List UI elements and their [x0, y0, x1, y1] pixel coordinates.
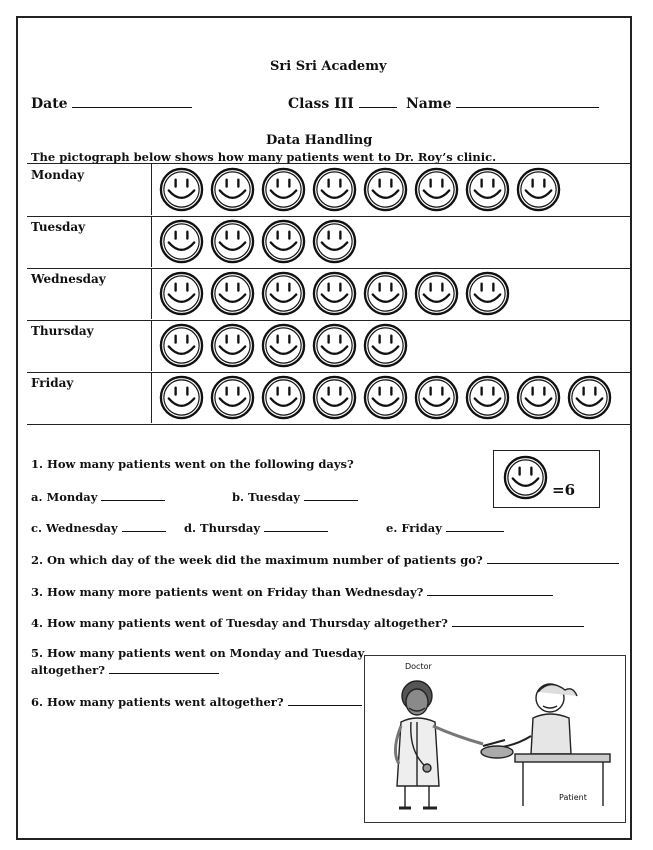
smiley-face-icon [209, 270, 256, 317]
smiley-face-icon [362, 322, 409, 369]
smiley-face-icon [311, 166, 358, 213]
smiley-face-icon [502, 454, 549, 501]
day-label: Wednesday [31, 272, 106, 286]
smiley-face-icon [515, 166, 562, 213]
icon-cell [151, 216, 632, 267]
smiley-face-icon [260, 218, 307, 265]
patient-label: Patient [559, 793, 587, 802]
icon-cell [151, 372, 632, 423]
class-field [288, 95, 397, 112]
question-1c [31, 519, 166, 535]
class-blank[interactable] [359, 95, 397, 108]
icon-cell [151, 268, 632, 319]
answer-blank[interactable] [304, 488, 358, 501]
smiley-face-icon [413, 374, 460, 421]
smiley-face-icon [413, 166, 460, 213]
pictograph-key [493, 450, 600, 508]
day-label: Friday [31, 376, 74, 390]
name-blank[interactable] [456, 95, 599, 108]
smiley-face-icon [209, 166, 256, 213]
question-5-label: altogether? [31, 663, 105, 677]
question-1c-label: c. Wednesday [31, 521, 118, 535]
question-6 [31, 693, 362, 709]
answer-blank[interactable] [101, 488, 165, 501]
pictograph-row-thursday [27, 320, 631, 373]
icon-cell [151, 320, 632, 371]
day-label: Thursday [31, 324, 94, 338]
smiley-face-icon [566, 374, 613, 421]
day-label: Monday [31, 168, 85, 182]
doctor-patient-drawing [365, 656, 625, 822]
smiley-face-icon [158, 166, 205, 213]
key-value: =6 [552, 481, 576, 499]
smiley-face-icon [464, 374, 511, 421]
smiley-face-icon [260, 166, 307, 213]
date-label: Date [31, 96, 68, 112]
smiley-face-icon [311, 270, 358, 317]
question-1e [386, 519, 504, 535]
pictograph-row-tuesday [27, 216, 631, 269]
worksheet-title: Data Handling [266, 133, 373, 148]
smiley-face-icon [311, 374, 358, 421]
date-field [31, 95, 192, 112]
smiley-face-icon [311, 218, 358, 265]
smiley-face-icon [464, 166, 511, 213]
smiley-face-icon [158, 322, 205, 369]
smiley-face-icon [209, 322, 256, 369]
question-3-label: 3. How many more patients went on Friday than Wednesday? [31, 585, 424, 599]
smiley-face-icon [260, 322, 307, 369]
smiley-face-icon [158, 218, 205, 265]
smiley-face-icon [362, 166, 409, 213]
day-label: Tuesday [31, 220, 86, 234]
question-2 [31, 551, 619, 567]
pictograph-table [27, 163, 631, 426]
question-1: 1. How many patients went on the following days? [31, 457, 354, 471]
question-1a [31, 488, 165, 504]
answer-blank[interactable] [288, 693, 362, 706]
smiley-face-icon [260, 374, 307, 421]
smiley-face-icon [209, 374, 256, 421]
pictograph-row-wednesday [27, 268, 631, 321]
smiley-face-icon [209, 218, 256, 265]
smiley-face-icon [158, 374, 205, 421]
question-1b [232, 488, 358, 504]
question-3 [31, 583, 553, 599]
question-4 [31, 614, 584, 630]
name-label: Name [406, 96, 452, 112]
pictograph-row-monday [27, 164, 631, 217]
smiley-face-icon [260, 270, 307, 317]
question-1e-label: e. Friday [386, 521, 442, 535]
answer-blank[interactable] [427, 583, 553, 596]
answer-blank[interactable] [109, 661, 219, 674]
answer-blank[interactable] [264, 519, 328, 532]
question-5: 5. How many patients went on Monday and Tuesday [31, 646, 365, 660]
doctor-patient-illustration [364, 655, 626, 823]
question-1b-label: b. Tuesday [232, 490, 300, 504]
question-1a-label: a. Monday [31, 490, 98, 504]
answer-blank[interactable] [446, 519, 504, 532]
icon-cell [151, 164, 632, 215]
answer-blank[interactable] [487, 551, 619, 564]
answer-blank[interactable] [122, 519, 166, 532]
name-field [406, 95, 599, 112]
question-1d-label: d. Thursday [184, 521, 261, 535]
smiley-face-icon [158, 270, 205, 317]
question-1d [184, 519, 328, 535]
smiley-face-icon [362, 270, 409, 317]
school-name: Sri Sri Academy [270, 59, 387, 74]
date-blank[interactable] [72, 95, 192, 108]
pictograph-intro: The pictograph below shows how many patients went to Dr. Roy’s clinic. [31, 150, 497, 164]
smiley-face-icon [362, 374, 409, 421]
smiley-face-icon [464, 270, 511, 317]
smiley-face-icon [515, 374, 562, 421]
question-2-label: 2. On which day of the week did the maximum number of patients go? [31, 553, 483, 567]
question-5-cont [31, 661, 219, 677]
question-6-label: 6. How many patients went altogether? [31, 695, 284, 709]
smiley-face-icon [413, 270, 460, 317]
doctor-label: Doctor [405, 662, 432, 671]
smiley-face-icon [311, 322, 358, 369]
pictograph-row-friday [27, 372, 631, 425]
answer-blank[interactable] [452, 614, 584, 627]
class-label: Class III [288, 96, 354, 112]
question-4-label: 4. How many patients went of Tuesday and Thursday altogether? [31, 616, 448, 630]
